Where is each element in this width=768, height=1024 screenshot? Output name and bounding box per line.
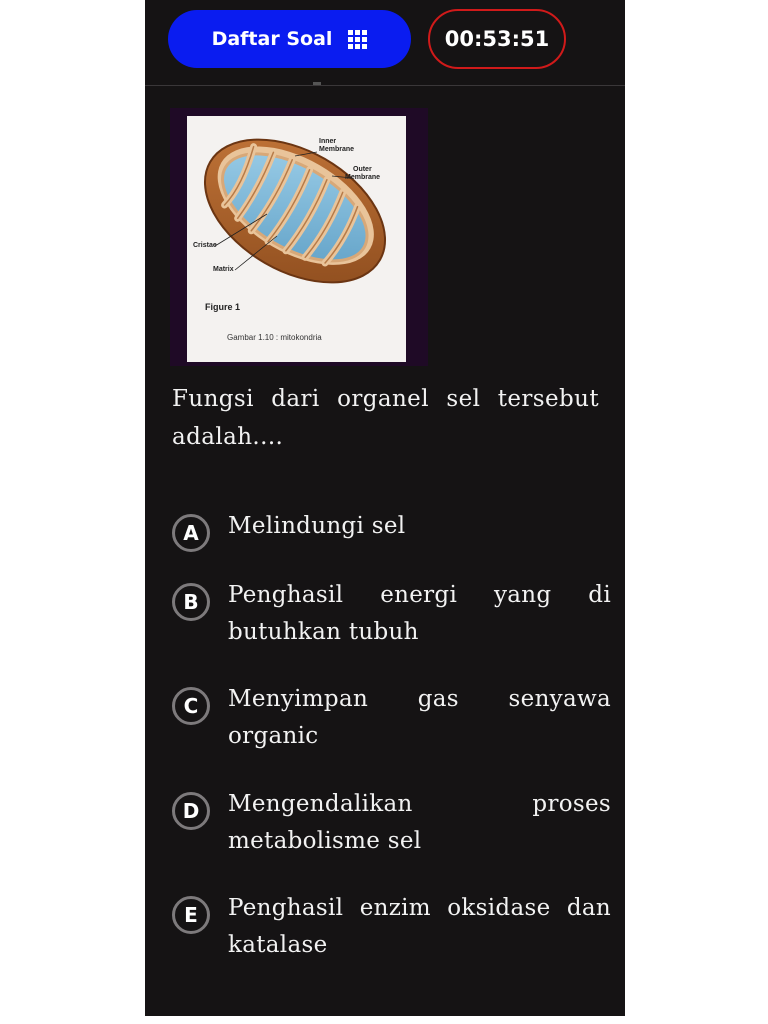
- option-a[interactable]: [172, 513, 612, 552]
- label-inner-membrane-2: Membrane: [319, 146, 355, 153]
- label-outer-membrane-2: Membrane: [345, 174, 381, 181]
- question-list-button[interactable]: [168, 10, 411, 68]
- label-inner-membrane-1: Inner: [319, 138, 337, 145]
- option-letter: D: [172, 792, 210, 830]
- option-letter: A: [172, 514, 210, 552]
- grid-icon: [348, 30, 367, 49]
- label-matrix: Matrix: [213, 266, 234, 273]
- option-b[interactable]: [172, 582, 612, 651]
- question-image: [170, 108, 428, 366]
- label-cristae: Cristae: [193, 242, 217, 249]
- question-text: Fungsi dari organel sel tersebut adalah....: [172, 386, 599, 450]
- label-figure-number: Figure 1: [205, 302, 241, 312]
- question-list-label: Daftar Soal: [211, 28, 333, 50]
- option-text: Penghasil enzim oksidase dan katalase: [228, 895, 611, 958]
- label-outer-membrane-1: Outer: [353, 166, 372, 173]
- countdown-timer: 00:53:51: [428, 9, 566, 69]
- option-text: Mengendalikan proses metabolisme sel: [228, 791, 611, 854]
- option-letter: E: [172, 896, 210, 934]
- option-text: Penghasil energi yang di butuhkan tubuh: [228, 582, 611, 645]
- figure-caption: Gambar 1.10 : mitokondria: [227, 333, 322, 342]
- top-bar: [145, 0, 625, 86]
- option-text: Melindungi sel: [228, 513, 406, 539]
- quiz-screen: [145, 0, 625, 1016]
- option-letter: B: [172, 583, 210, 621]
- divider-mark: [313, 82, 321, 85]
- option-e[interactable]: [172, 895, 612, 964]
- mitochondria-figure: [187, 116, 406, 362]
- option-d[interactable]: [172, 791, 612, 860]
- option-text: Menyimpan gas senyawa organic: [228, 686, 611, 749]
- mitochondria-illustration: [187, 116, 406, 362]
- option-letter: C: [172, 687, 210, 725]
- option-c[interactable]: [172, 686, 612, 755]
